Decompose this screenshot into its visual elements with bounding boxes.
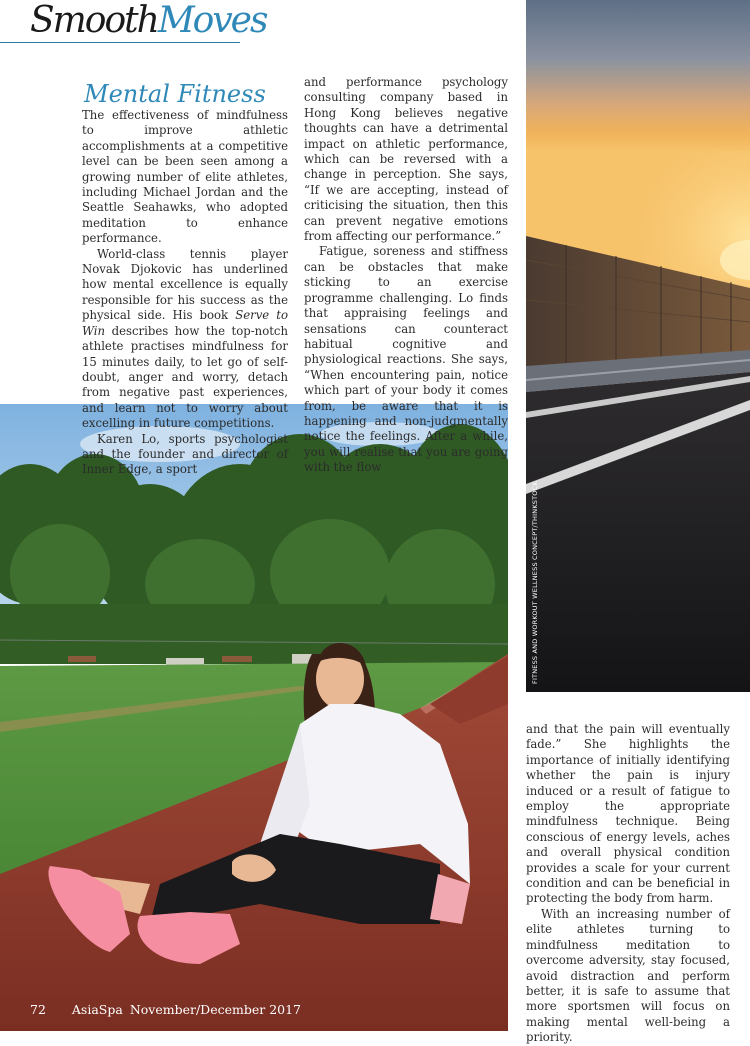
logo-part-2: Moves bbox=[157, 0, 267, 41]
paragraph-text: describes how the top-notch athlete practises mindfulness for 15 minutes daily, to let go of self-doubt, anger and worry, detach from negative past experiences, and learn not to worry about excelling in future competitions. bbox=[82, 323, 288, 431]
paragraph: Fatigue, soreness and stiffness can be obstacles that make sticking to an exercise programme challenging. Lo finds that appraising feelings and sensations can counteract habitual cognitive and physiological reactions. She says, “When encountering pain, notice which part of your body it comes from, be aware that it is happening and non-judgmentally notice the feelings. After a while, you will realise that you are going with the flow bbox=[304, 244, 508, 475]
paragraph: The effectiveness of mindfulness to improve athletic accomplishments at a competitive level can be been seen among a growing number of elite athletes, including Michael Jordan and the Seattle Seahawks, who adopted meditation to enhance performance. bbox=[82, 108, 288, 246]
road-sunset-photo bbox=[526, 0, 750, 692]
paragraph bbox=[82, 247, 288, 432]
article-column-3 bbox=[526, 722, 730, 1046]
page-footer bbox=[30, 1002, 301, 1017]
article-title: Mental Fitness bbox=[84, 80, 266, 108]
issue-date: November/December 2017 bbox=[129, 1002, 302, 1017]
paragraph: Karen Lo, sports psychologist and the founder and director of Inner Edge, a sport bbox=[82, 431, 288, 477]
paragraph: and that the pain will eventually fade.” She highlights the importance of initially identifying whether the pain is injury induced or a result of fatigue to employ the appropriate mindfulness technique. Being conscious of energy levels, aches and overall physical condition provides a scale for your current condition and can be beneficial in protecting the body from harm. bbox=[526, 722, 730, 906]
paragraph: With an increasing number of elite athletes turning to mindfulness meditation to overcome adversity, stay focused, avoid distraction and perform better, it is safe to assume that more sportsmen will focus on making mental well-being a priority. bbox=[526, 906, 730, 1045]
park-woman-photo bbox=[0, 404, 508, 1031]
book-title: Serve to Win bbox=[82, 308, 288, 338]
article-column-1 bbox=[82, 108, 288, 478]
section-logo bbox=[30, 2, 266, 40]
logo-part-1: Smooth bbox=[30, 0, 158, 41]
article-column-2 bbox=[304, 75, 508, 476]
section-header bbox=[0, 0, 267, 43]
page-number: 72 bbox=[30, 1002, 46, 1017]
paragraph: and performance psychology consulting company based in Hong Kong believes negative thoughts can have a detrimental impact on athletic performance, which can be reversed with a change in perception. She says, “If we are accepting, instead of criticising the situation, then this can prevent negative emotions from affecting our performance.” bbox=[304, 75, 508, 244]
paragraph-text: World-class tennis player Novak Djokovic has underlined how mental excellence is equally responsible for his success as the physical side. His book bbox=[82, 246, 288, 323]
publication-name: AsiaSpa bbox=[71, 1002, 123, 1017]
photo-credit: FITNESS AND WORKOUT WELLNESS CONCEPT/THINKSTOCK bbox=[531, 481, 539, 684]
